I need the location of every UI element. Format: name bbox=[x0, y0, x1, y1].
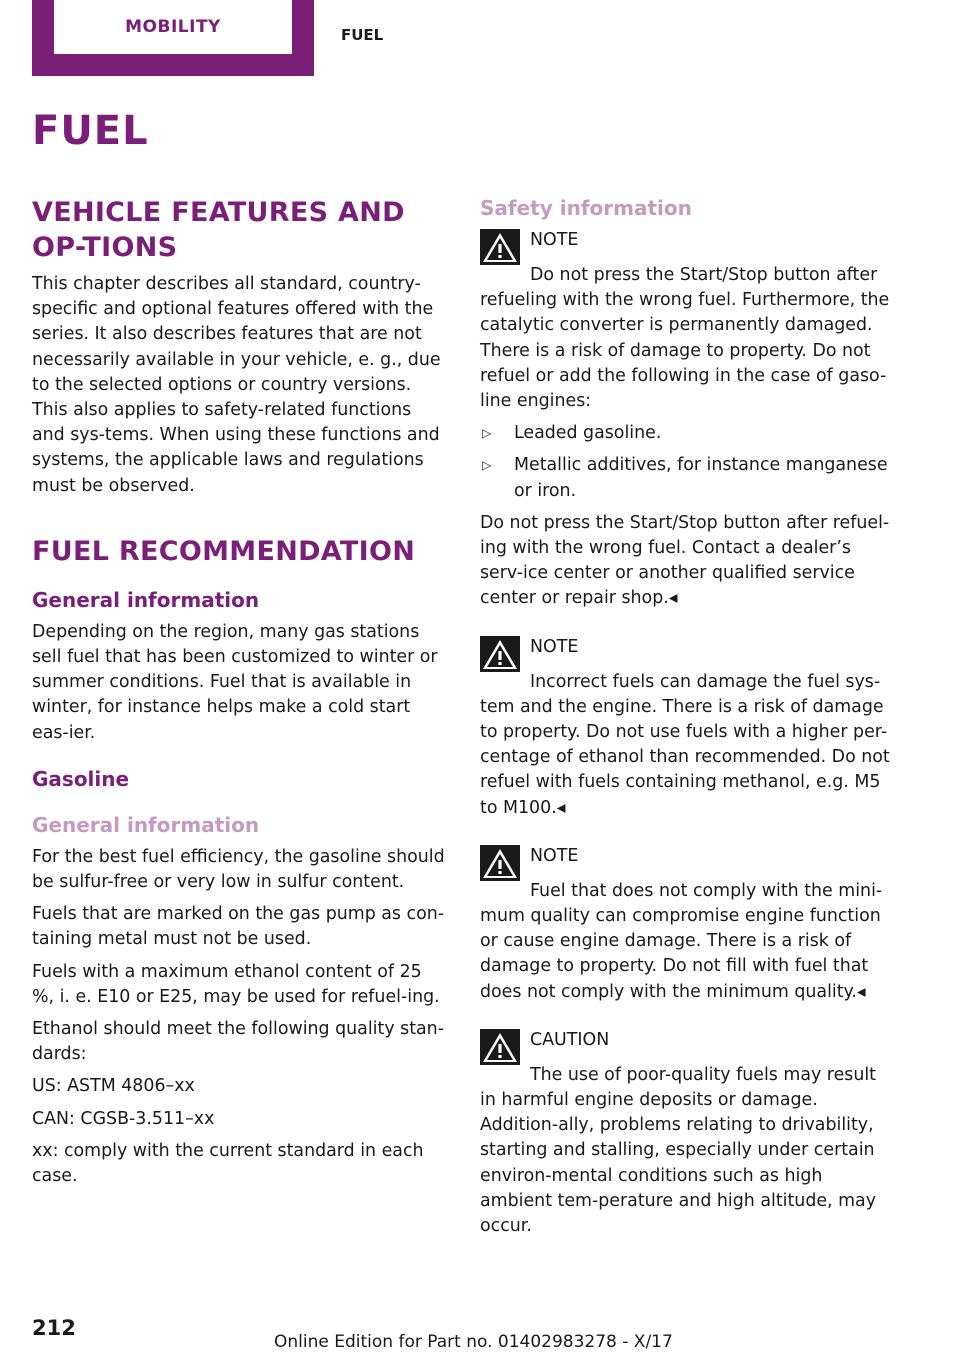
safety-information-title: Safety information bbox=[480, 196, 692, 220]
warning-triangle-icon bbox=[480, 1029, 520, 1065]
warning-triangle-icon bbox=[480, 845, 520, 881]
list-item bbox=[480, 421, 896, 446]
gasoline-paragraph: Fuels with a maximum ethanol content of 25 %, i. e. E10 or E25, may be used for refuel-ing. bbox=[32, 961, 440, 1007]
note-followup-text: Do not press the Start/Stop button after refuel-ing with the wrong fuel. Contact a dealer’s serv-ice center or another qualified service center or repair shop.◂ bbox=[480, 512, 890, 609]
list-item bbox=[480, 453, 896, 503]
running-head: FUEL bbox=[341, 26, 384, 44]
standard-note: xx: comply with the current standard in each case. bbox=[32, 1140, 424, 1187]
gasoline-paragraph: Ethanol should meet the following quality stan-dards: bbox=[32, 1019, 444, 1065]
section-tab-inner bbox=[54, 0, 292, 54]
page-number: 212 bbox=[32, 1316, 76, 1340]
note-text: Do not press the Start/Stop button after refueling with the wrong fuel. Furthermore, the catalytic converter is permanently damaged. There is a risk of damage to property. Do not refuel or add the following in the case of gaso-line engines: bbox=[480, 265, 890, 412]
list-item-text: Leaded gasoline. bbox=[514, 423, 662, 444]
note-label: NOTE bbox=[530, 636, 579, 657]
gasoline-general-info-title: General information bbox=[32, 812, 260, 837]
caution-text: The use of poor-quality fuels may result in harmful engine deposits or damage. Addition-ally, problems relating to drivability, starting and stalling, especially under certain environ-mental conditions such as high ambient tem-perature and high altitude, may occur. bbox=[480, 1064, 877, 1237]
bullet-list bbox=[480, 421, 896, 504]
section-title-fuel-recommendation: FUEL RECOMMENDATION bbox=[32, 535, 416, 567]
warning-triangle-icon bbox=[480, 636, 520, 672]
edition-footer: Online Edition for Part no. 01402983278 - X/17 bbox=[274, 1332, 673, 1352]
section-title-vehicle-features: VEHICLE FEATURES AND OP-TIONS bbox=[32, 197, 405, 263]
left-column bbox=[32, 195, 448, 1189]
caution-label: CAUTION bbox=[530, 1029, 610, 1050]
warning-triangle-icon bbox=[480, 229, 520, 265]
vehicle-features-text: This chapter describes all standard, country-specific and optional features offered with the series. It also describes features that are not necessarily available in your vehicle, e. g., due to the selected options or country versions. This also applies to safety-related functions and sys-tems. When using these functions and systems, the applicable laws and regulations must be observed. bbox=[32, 274, 441, 496]
note-text: Incorrect fuels can damage the fuel sys-tem and the engine. There is a risk of damage to property. Do not use fuels with a higher per-centage of ethanol than recommended. Do not refuel with fuels containing methanol, e.g. M5 to M100.◂ bbox=[480, 671, 890, 818]
note-label: NOTE bbox=[530, 230, 579, 250]
triangle-bullet-icon: ▷ bbox=[482, 426, 492, 441]
gasoline-paragraph: For the best fuel efficiency, the gasoline should be sulfur-free or very low in sulfur content. bbox=[32, 846, 445, 893]
section-tab bbox=[32, 0, 314, 76]
triangle-bullet-icon: ▷ bbox=[482, 458, 492, 473]
note-label: NOTE bbox=[530, 845, 579, 866]
gasoline-paragraph: Fuels that are marked on the gas pump as con-taining metal must not be used. bbox=[32, 904, 445, 950]
list-item-text: Metallic additives, for instance manganese or iron. bbox=[514, 455, 888, 501]
gasoline-title: Gasoline bbox=[32, 766, 130, 791]
standard-can: CAN: CGSB-3.511–xx bbox=[32, 1108, 215, 1129]
page-title: FUEL bbox=[32, 108, 149, 154]
general-information-text: Depending on the region, many gas stations sell fuel that has been customized to winter or summer conditions. Fuel that is available in winter, for instance helps make a cold start eas-ier. bbox=[32, 621, 438, 743]
standard-us: US: ASTM 4806–xx bbox=[32, 1076, 195, 1097]
general-information-title: General information bbox=[32, 587, 260, 612]
section-tab-label: MOBILITY bbox=[125, 17, 221, 37]
right-column bbox=[480, 195, 896, 1239]
note-text: Fuel that does not comply with the mini-mum quality can compromise engine function or cause engine damage. There is a risk of damage to property. Do not fill with fuel that does not comply with the minimum quality.◂ bbox=[480, 880, 883, 1002]
